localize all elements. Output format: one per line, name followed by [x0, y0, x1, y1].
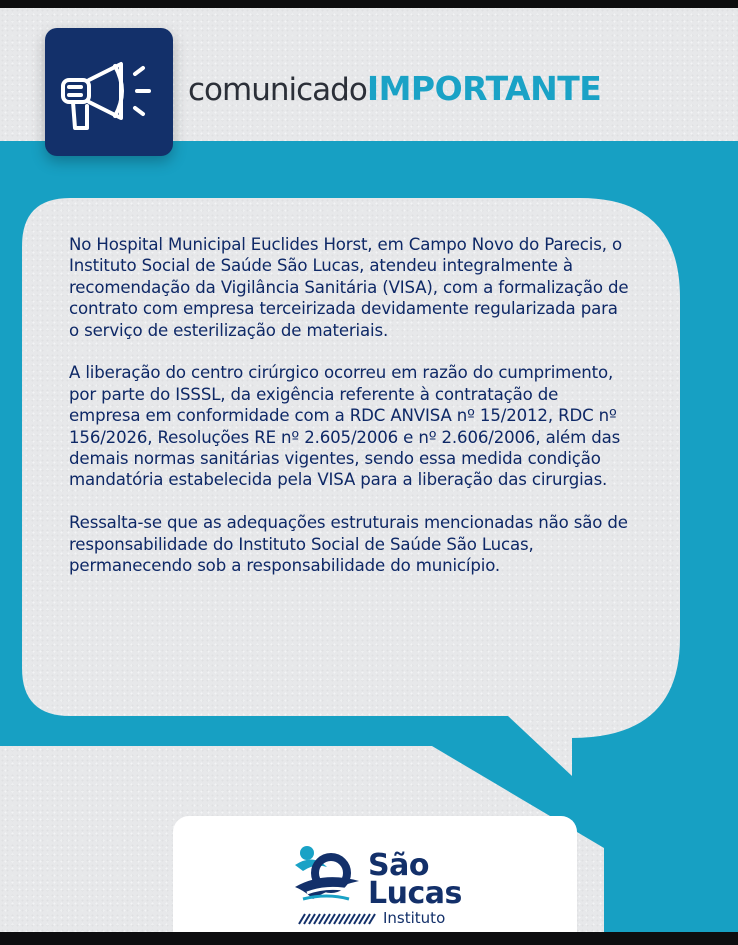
sao-lucas-logo-icon — [293, 841, 361, 911]
logo-line-1: São — [368, 848, 429, 883]
megaphone-icon — [59, 50, 159, 136]
logo-card — [173, 816, 577, 932]
paragraph-3: Ressalta-se que as adequações estruturais mencionadas não são de responsabilidade do Instituto Social de Saúde São Lucas, permanecendo sob a responsabilidade do município. — [69, 513, 628, 576]
megaphone-badge — [45, 28, 173, 156]
title-prefix: comunicado — [188, 72, 367, 108]
logo-wordmark — [368, 848, 462, 911]
logo-subtitle: Instituto — [383, 909, 446, 927]
paragraph-2: A liberação do centro cirúrgico ocorreu em razão do cumprimento, por parte do ISSSL, da exigência referente à contratação de empresa em conformidade com a RDC ANVISA nº 15/2012, RDC nº 156/2026, Resoluções RE nº 2.605/2006 e nº 2.606/2006, além das demais normas sanitárias vigentes, sendo essa medida condição mandatória estabelecida pela VISA para a liberação das cirurgias. — [69, 363, 621, 490]
announcement-poster — [0, 8, 738, 932]
logo-stripes — [295, 913, 379, 925]
page-title — [188, 69, 602, 108]
logo-line-2: Lucas — [368, 876, 462, 911]
bottom-black-bar — [0, 932, 738, 945]
title-emphasis: IMPORTANTE — [366, 69, 602, 108]
announcement-body — [69, 234, 629, 598]
paragraph-1: No Hospital Municipal Euclides Horst, em Campo Novo do Parecis, o Instituto Social de Saúde São Lucas, atendeu integralmente à recomendação da Vigilância Sanitária (VISA), com a formalização de contrato com empresa terceirizada devidamente regularizada para o serviço de esterilização de materiais. — [69, 235, 629, 340]
